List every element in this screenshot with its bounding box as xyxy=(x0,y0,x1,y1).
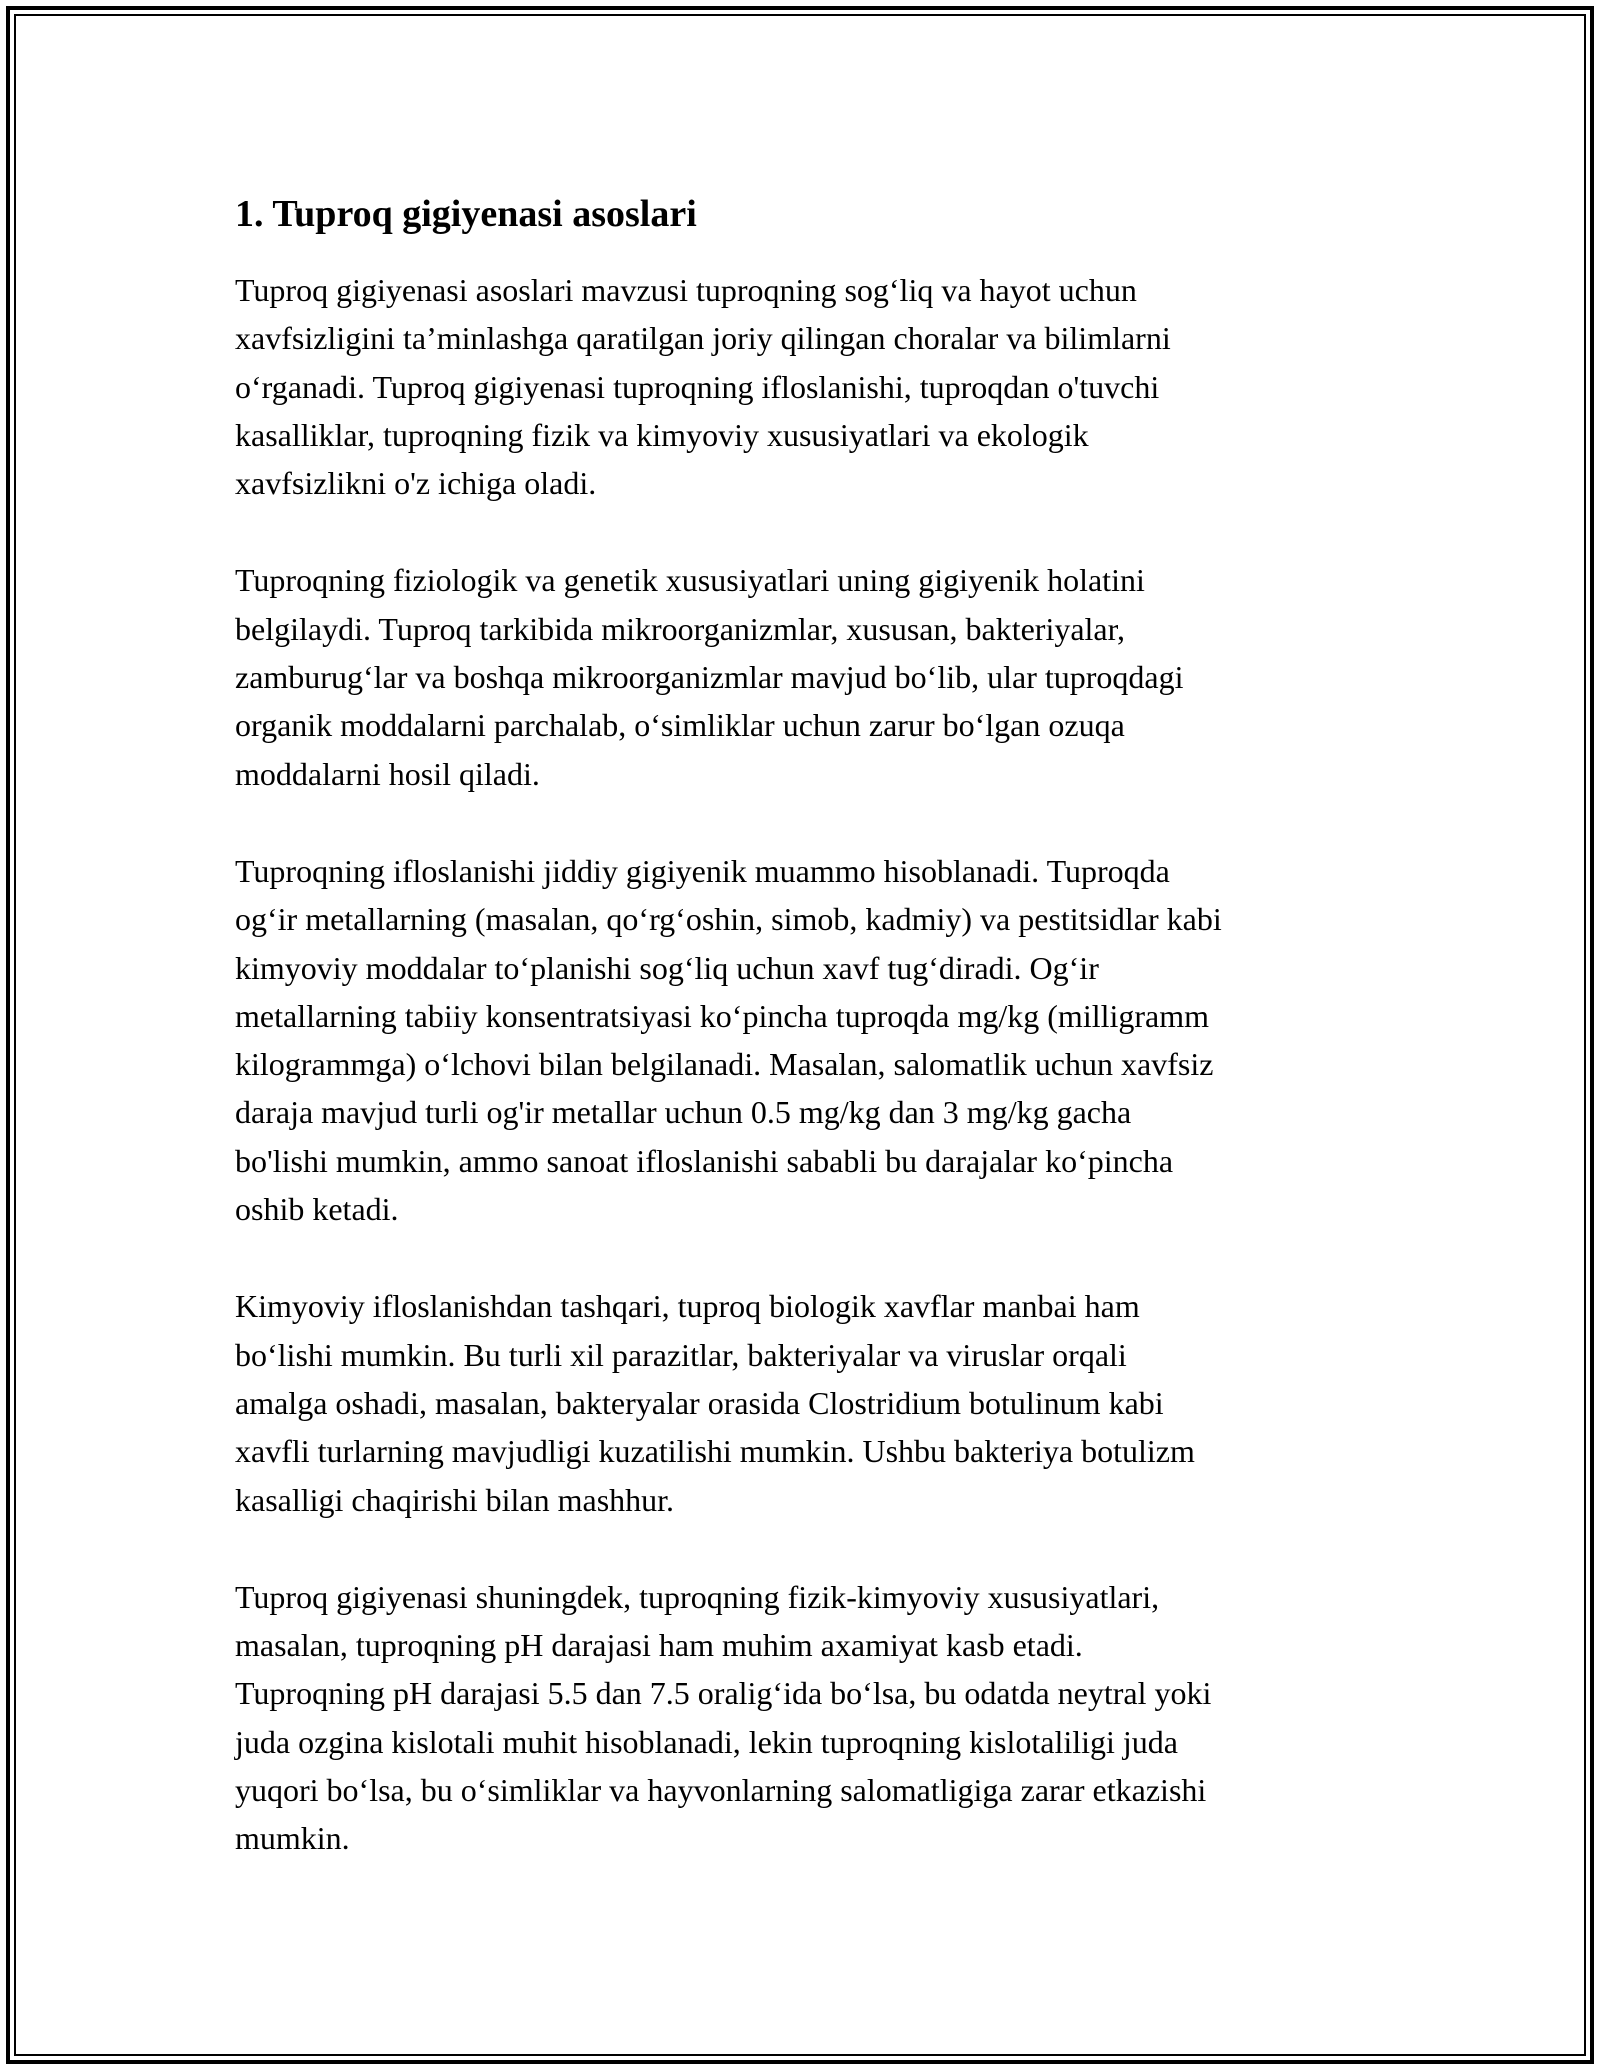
section-heading: 1. Tuproq gigiyenasi asoslari xyxy=(235,193,697,235)
text-line: Tuproq gigiyenasi shuningdek, tuproqning fizik-kimyoviy xususiyatlari, xyxy=(235,1578,1160,1615)
text-line: oshib ketadi. xyxy=(235,1191,399,1228)
text-line: o‘rganadi. Tuproq gigiyenasi tuproqning ifloslanishi, tuproqdan o'tuvchi xyxy=(235,368,1160,405)
paragraph-2 xyxy=(235,556,1375,797)
text-line: amalga oshadi, masalan, bakteryalar orasida Clostridium botulinum kabi xyxy=(235,1384,1164,1421)
text-line: yuqori bo‘lsa, bu o‘simliklar va hayvonlarning salomatligiga zarar etkazishi xyxy=(235,1772,1207,1809)
text-line: Tuproq gigiyenasi asoslari mavzusi tuproqning sog‘liq va hayot uchun xyxy=(235,272,1137,308)
text-line: Tuproqning ifloslanishi jiddiy gigiyenik muammo hisoblanadi. Tuproqda xyxy=(235,852,1170,889)
paragraph-4 xyxy=(235,1282,1375,1523)
document-body xyxy=(235,186,1375,1912)
text-line: zamburug‘lar va boshqa mikroorganizmlar mavjud bo‘lib, ular tuproqdagi xyxy=(235,659,1184,696)
text-line: bo'lishi mumkin, ammo sanoat ifloslanishi sababli bu darajalar ko‘pincha xyxy=(235,1142,1174,1179)
text-line: Tuproqning fiziologik va genetik xususiyatlari uning gigiyenik holatini xyxy=(235,562,1145,599)
text-line: kasalliklar, tuproqning fizik va kimyoviy xususiyatlari va ekologik xyxy=(235,416,1089,453)
text-line: bo‘lishi mumkin. Bu turli xil parazitlar, bakteriyalar va viruslar orqali xyxy=(235,1336,1127,1373)
text-line: Tuproqning pH darajasi 5.5 dan 7.5 oralig‘ida bo‘lsa, bu odatda neytral yoki xyxy=(235,1675,1212,1712)
text-line: kilogrammga) o‘lchovi bilan belgilanadi. Masalan, salomatlik uchun xavfsiz xyxy=(235,1046,1214,1083)
text-line: xavfli turlarning mavjudligi kuzatilishi mumkin. Ushbu bakteriya botulizm xyxy=(235,1433,1195,1470)
text-line: xavfsizlikni o'z ichiga oladi. xyxy=(235,465,597,502)
paragraph-3 xyxy=(235,847,1375,1233)
paragraph-5 xyxy=(235,1573,1375,1863)
text-line: organik moddalarni parchalab, o‘simliklar uchun zarur bo‘lgan ozuqa xyxy=(235,707,1125,744)
text-line: mumkin. xyxy=(235,1820,350,1857)
text-line: belgilaydi. Tuproq tarkibida mikroorganizmlar, xususan, bakteriyalar, xyxy=(235,610,1125,647)
text-line: xavfsizligini ta’minlashga qaratilgan joriy qilingan choralar va bilimlarni xyxy=(235,320,1171,357)
text-line: moddalarni hosil qiladi. xyxy=(235,755,540,792)
text-line: Kimyoviy ifloslanishdan tashqari, tuproq biologik xavflar manbai ham xyxy=(235,1288,1140,1325)
paragraph-1 xyxy=(235,266,1375,507)
text-line: daraja mavjud turli og'ir metallar uchun 0.5 mg/kg dan 3 mg/kg gacha xyxy=(235,1094,1132,1131)
text-line: masalan, tuproqning pH darajasi ham muhim axamiyat kasb etadi. xyxy=(235,1627,1083,1664)
text-line: kasalligi chaqirishi bilan mashhur. xyxy=(235,1481,675,1518)
text-line: kimyoviy moddalar to‘planishi sog‘liq uchun xavf tug‘diradi. Og‘ir xyxy=(235,949,1099,986)
text-line: juda ozgina kislotali muhit hisoblanadi, lekin tuproqning kislotaliligi juda xyxy=(235,1723,1178,1760)
text-line: metallarning tabiiy konsentratsiyasi ko‘pincha tuproqda mg/kg (milligramm xyxy=(235,997,1210,1034)
text-line: og‘ir metallarning (masalan, qo‘rg‘oshin, simob, kadmiy) va pestitsidlar kabi xyxy=(235,901,1222,938)
